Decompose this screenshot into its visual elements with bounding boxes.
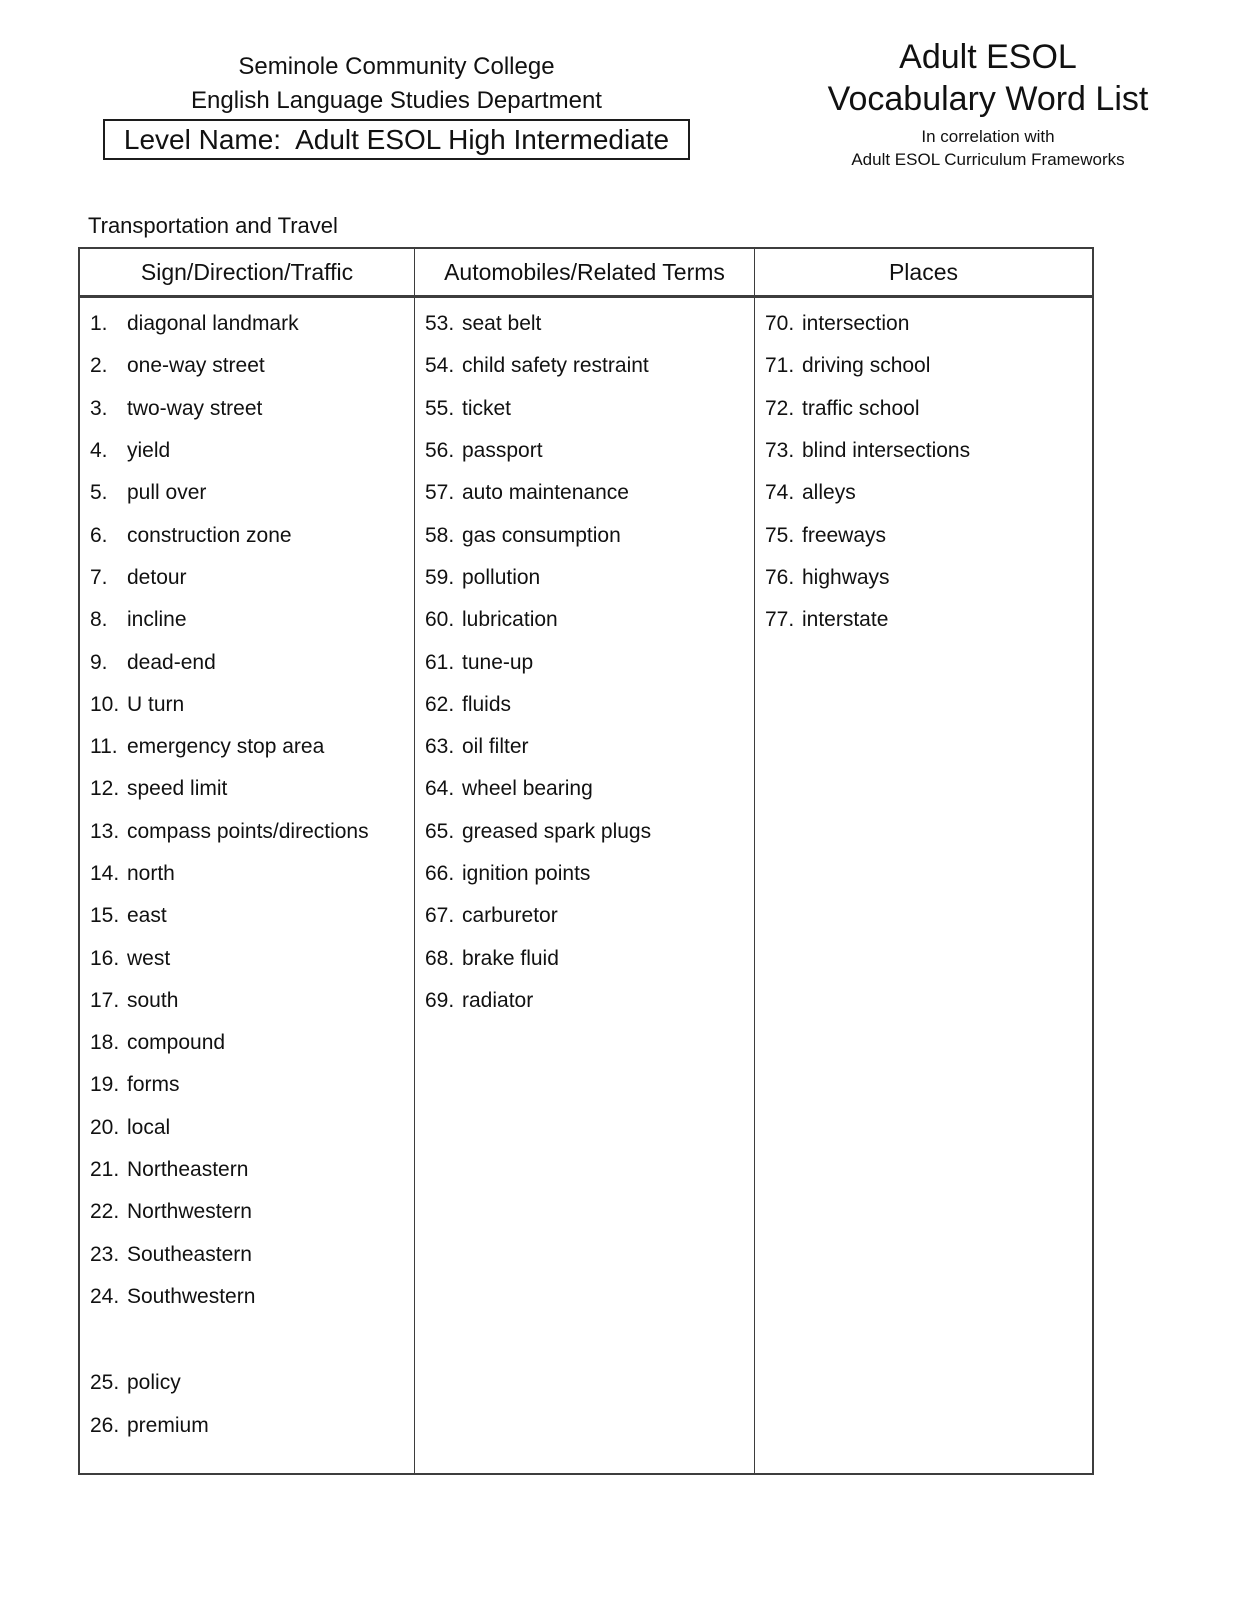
vocab-item bbox=[90, 1149, 410, 1191]
vocab-item bbox=[425, 514, 750, 556]
vocab-item-term: oil filter bbox=[462, 735, 529, 759]
vocab-item-number: 63. bbox=[425, 735, 455, 759]
vocab-item-number: 65. bbox=[425, 819, 455, 843]
department-name: English Language Studies Department bbox=[191, 87, 602, 114]
column-automobiles-related-terms bbox=[415, 298, 755, 1473]
institution-name: Seminole Community College bbox=[238, 53, 555, 80]
vocab-item-number: 61. bbox=[425, 650, 455, 674]
vocab-item-number: 57. bbox=[425, 481, 455, 505]
vocab-item bbox=[765, 430, 1088, 472]
level-name-text: Level Name: Adult ESOL High Intermediate bbox=[123, 123, 670, 155]
vocab-item bbox=[425, 980, 750, 1022]
vocab-item-number: 66. bbox=[425, 862, 455, 885]
vocab-item-term: brake fluid bbox=[462, 946, 559, 970]
vocab-item-term: premium bbox=[127, 1413, 209, 1437]
vocab-item bbox=[765, 345, 1088, 387]
column-header-automobiles-related-terms: Automobiles/Related Terms bbox=[415, 249, 755, 295]
vocab-item-number: 75. bbox=[765, 523, 795, 547]
vocab-item-term: alleys bbox=[802, 481, 856, 505]
vocab-item-term: blind intersections bbox=[802, 439, 971, 463]
column-header-sign-direction-traffic: Sign/Direction/Traffic bbox=[80, 249, 415, 295]
document-title-block bbox=[758, 36, 1218, 171]
vocab-item-term: ticket bbox=[462, 396, 512, 420]
vocab-item bbox=[90, 514, 410, 556]
vocab-item-number: 16. bbox=[90, 946, 120, 970]
vocab-item-number: 7. bbox=[90, 565, 108, 589]
vocab-item-term: interstate bbox=[802, 608, 889, 632]
vocab-item-number: 9. bbox=[90, 650, 108, 674]
vocab-item-term: emergency stop area bbox=[127, 735, 325, 759]
vocab-item-term: construction zone bbox=[127, 523, 292, 547]
vocab-item-number: 68. bbox=[425, 946, 455, 970]
vocab-item-term: tune-up bbox=[462, 650, 534, 674]
vocab-item-number: 4. bbox=[90, 439, 108, 463]
vocab-item bbox=[425, 937, 750, 979]
vocab-item-term: intersection bbox=[802, 312, 910, 336]
vocab-item bbox=[765, 303, 1088, 345]
vocab-item-term: west bbox=[127, 946, 171, 970]
vocab-item bbox=[425, 303, 750, 345]
vocab-item bbox=[90, 1404, 410, 1446]
vocab-item-term: local bbox=[127, 1115, 171, 1139]
vocab-item bbox=[90, 472, 410, 514]
table-body bbox=[80, 298, 1092, 1473]
vocab-item-term: fluids bbox=[462, 692, 512, 716]
vocab-item-term: auto maintenance bbox=[462, 481, 629, 505]
vocabulary-table bbox=[78, 247, 1094, 1475]
vocab-item-term: ignition points bbox=[462, 862, 591, 885]
institution-header bbox=[103, 52, 690, 160]
vocab-item-number: 76. bbox=[765, 565, 795, 589]
vocab-item-number: 73. bbox=[765, 439, 795, 463]
document-subtitle-line1: In correlation with bbox=[921, 127, 1055, 146]
vocab-item-number: 10. bbox=[90, 692, 120, 716]
vocab-item-number: 11. bbox=[90, 735, 118, 759]
vocab-item-number: 71. bbox=[765, 354, 795, 378]
vocab-item-number: 22. bbox=[90, 1200, 120, 1224]
vocab-item-number: 24. bbox=[90, 1284, 120, 1308]
vocab-item-term: policy bbox=[127, 1371, 181, 1395]
vocab-item-number: 26. bbox=[90, 1413, 120, 1437]
vocab-item-number: 58. bbox=[425, 523, 455, 547]
vocab-item-term: seat belt bbox=[462, 312, 542, 336]
vocab-item-term: compass points/directions bbox=[127, 819, 369, 843]
vocab-item-term: radiator bbox=[462, 988, 534, 1012]
vocab-item bbox=[90, 853, 410, 895]
vocab-item bbox=[90, 1276, 410, 1318]
vocab-item bbox=[90, 980, 410, 1022]
document-title-line1: Adult ESOL bbox=[899, 38, 1077, 76]
vocab-item-term: Northeastern bbox=[127, 1158, 249, 1182]
vocab-item bbox=[90, 726, 410, 768]
column-header-places: Places bbox=[888, 258, 959, 285]
vocab-item-term: Southeastern bbox=[127, 1242, 252, 1266]
vocab-item bbox=[425, 641, 750, 683]
vocab-item-term: pull over bbox=[127, 481, 207, 505]
vocab-item-number: 54. bbox=[425, 354, 455, 378]
vocab-item bbox=[765, 599, 1088, 641]
vocab-item-term: greased spark plugs bbox=[462, 819, 652, 843]
vocab-item-term: compound bbox=[127, 1031, 226, 1055]
vocab-item-number: 5. bbox=[90, 481, 108, 505]
vocab-item-number: 15. bbox=[90, 904, 120, 928]
vocab-item bbox=[425, 557, 750, 599]
vocab-item-number: 19. bbox=[90, 1073, 120, 1097]
vocab-item bbox=[425, 599, 750, 641]
vocab-item-term: highways bbox=[802, 565, 890, 589]
vocab-item-number: 55. bbox=[425, 396, 455, 420]
vocab-item-number: 70. bbox=[765, 312, 795, 336]
vocab-item bbox=[90, 557, 410, 599]
vocab-item-number: 14. bbox=[90, 862, 120, 885]
vocab-item-number: 20. bbox=[90, 1115, 120, 1139]
vocab-item bbox=[425, 684, 750, 726]
vocab-item bbox=[425, 768, 750, 810]
vocab-item bbox=[425, 853, 750, 895]
vocab-item-term: speed limit bbox=[127, 777, 228, 801]
vocab-item bbox=[90, 937, 410, 979]
vocab-item bbox=[90, 599, 410, 641]
table-header-row bbox=[80, 249, 1092, 298]
vocab-item bbox=[425, 811, 750, 853]
vocab-item bbox=[90, 684, 410, 726]
vocab-item-number: 3. bbox=[90, 396, 108, 420]
vocab-item-term: Southwestern bbox=[127, 1284, 256, 1308]
vocab-item-term: one-way street bbox=[127, 354, 265, 378]
vocab-item bbox=[90, 345, 410, 387]
vocab-item bbox=[425, 388, 750, 430]
vocab-item-number: 69. bbox=[425, 988, 455, 1012]
vocab-item-number: 23. bbox=[90, 1242, 120, 1266]
vocab-item-term: passport bbox=[462, 439, 543, 463]
vocab-item-number: 2. bbox=[90, 354, 108, 378]
vocab-item bbox=[90, 1362, 410, 1404]
vocab-item bbox=[765, 514, 1088, 556]
vocab-item-number: 8. bbox=[90, 608, 108, 632]
vocab-item-number: 67. bbox=[425, 904, 455, 928]
vocab-item-term: east bbox=[127, 904, 167, 928]
vocab-item-term: freeways bbox=[802, 523, 887, 547]
vocab-item-number: 72. bbox=[765, 396, 795, 420]
vocab-item-number: 12. bbox=[90, 777, 120, 801]
vocab-item-number: 25. bbox=[90, 1371, 120, 1395]
vocab-item-number: 64. bbox=[425, 777, 455, 801]
vocab-item bbox=[425, 430, 750, 472]
document-subtitle-line2: Adult ESOL Curriculum Frameworks bbox=[851, 150, 1125, 169]
vocab-item-term: forms bbox=[127, 1073, 180, 1097]
vocab-item-term: two-way street bbox=[127, 396, 263, 420]
vocab-item-term: pollution bbox=[462, 565, 541, 589]
vocab-item bbox=[425, 895, 750, 937]
vocab-item-number: 77. bbox=[765, 608, 795, 632]
vocab-item bbox=[90, 430, 410, 472]
vocab-item bbox=[90, 1022, 410, 1064]
vocab-item bbox=[90, 303, 410, 345]
vocab-item bbox=[425, 345, 750, 387]
vocab-item-number: 74. bbox=[765, 481, 795, 505]
vocab-item-term: detour bbox=[127, 565, 187, 589]
vocab-item-term: north bbox=[127, 862, 175, 885]
vocab-item bbox=[90, 895, 410, 937]
vocab-item-number: 13. bbox=[90, 819, 120, 843]
vocab-item-term: U turn bbox=[127, 692, 185, 716]
vocab-item bbox=[90, 641, 410, 683]
vocab-item-number: 1. bbox=[90, 312, 108, 336]
vocab-item-number: 53. bbox=[425, 312, 455, 336]
vocab-item-term: incline bbox=[127, 608, 187, 632]
vocab-item-term: carburetor bbox=[462, 904, 558, 928]
vocab-item bbox=[90, 388, 410, 430]
vocab-item-term: south bbox=[127, 988, 179, 1012]
vocab-item bbox=[765, 472, 1088, 514]
vocab-item bbox=[765, 557, 1088, 599]
vocab-item-term: driving school bbox=[802, 354, 931, 378]
vocab-item-number: 6. bbox=[90, 523, 108, 547]
vocab-item bbox=[90, 1191, 410, 1233]
vocab-item bbox=[90, 1234, 410, 1276]
vocab-item bbox=[90, 1064, 410, 1106]
vocab-item bbox=[425, 726, 750, 768]
level-name-box bbox=[103, 119, 690, 160]
vocab-item-term: traffic school bbox=[802, 396, 920, 420]
vocab-item-term: diagonal landmark bbox=[127, 312, 299, 336]
vocab-item-term: yield bbox=[127, 439, 171, 463]
vocab-item bbox=[90, 1107, 410, 1149]
vocab-item-number: 56. bbox=[425, 439, 455, 463]
vocab-item-number: 60. bbox=[425, 608, 455, 632]
vocab-item-number: 21. bbox=[90, 1158, 120, 1182]
vocab-item bbox=[90, 768, 410, 810]
vocab-item-term: Northwestern bbox=[127, 1200, 252, 1224]
vocab-item bbox=[765, 388, 1088, 430]
vocab-item bbox=[90, 811, 410, 853]
vocab-item-term: gas consumption bbox=[462, 523, 621, 547]
vocab-item-term: dead-end bbox=[127, 650, 216, 674]
vocab-item-number: 17. bbox=[90, 988, 120, 1012]
column-places bbox=[755, 298, 1092, 1473]
vocab-item bbox=[425, 472, 750, 514]
vocab-item-number: 59. bbox=[425, 565, 455, 589]
section-title: Transportation and Travel bbox=[88, 213, 338, 238]
vocab-item-number: 62. bbox=[425, 692, 455, 716]
vocab-item-term: wheel bearing bbox=[462, 777, 593, 801]
vocab-item-number: 18. bbox=[90, 1031, 120, 1055]
document-title-line2: Vocabulary Word List bbox=[827, 80, 1149, 118]
vocab-item-term: child safety restraint bbox=[462, 354, 649, 378]
vocab-item-term: lubrication bbox=[462, 608, 558, 632]
column-sign-direction-traffic bbox=[80, 298, 415, 1473]
